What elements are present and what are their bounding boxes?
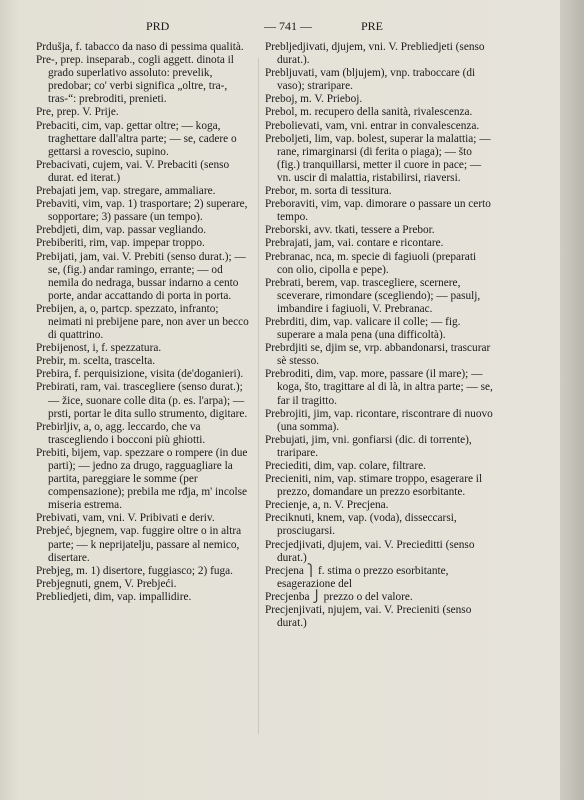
dictionary-entry: Prebrajati, jam, vai. contare e ricontare. xyxy=(265,237,444,250)
dictionary-entry: Prebiberiti, rim, vap. impepar troppo. xyxy=(36,237,205,250)
dictionary-entry: Preborski, avv. tkati, tessere a Prebor. xyxy=(265,224,435,237)
dictionary-entry: Prebjeg, m. 1) disertore, fuggiasco; 2) fuga. xyxy=(36,564,234,577)
dictionary-entry: Prebujati, jim, vni. gonfiarsi (dic. di torrente), traripare. xyxy=(265,433,472,459)
dictionary-entry: Prebir, m. scelta, trascelta. xyxy=(36,355,156,368)
dictionary-entry: Prebacivati, cujem, vai. V. Prebaciti (senso durat. ed iterat.) xyxy=(36,158,230,184)
dictionary-entry: Prebira, f. perquisizione, visita (de'doganieri). xyxy=(36,368,244,381)
dictionary-entry: Prebroditi, dim, vap. more, passare (il mare); — koga, što, tragittare al di là, in altra parte; — se, far il tragitto. xyxy=(265,368,493,407)
dictionary-entry: Precjenba ⎭ prezzo o del valore. xyxy=(265,590,413,603)
dictionary-entry: Preciediti, dim, vap. colare, filtrare. xyxy=(265,460,426,472)
dictionary-entry: Prebrditi, dim, vap. valicare il colle; — fig. superare a mala pena (una difficoltà). xyxy=(265,315,461,342)
dictionary-entry: Preciknuti, knem, vap. (voda), disseccarsi, prosciugarsi. xyxy=(265,512,457,538)
dictionary-entry: Prebajati jem, vap. stregare, ammaliare. xyxy=(36,185,216,198)
dictionary-entry: Prebrdjiti se, djim se, vrp. abbandonarsi, trascurar sè stesso. xyxy=(265,342,491,368)
column-divider xyxy=(258,58,259,734)
dictionary-entry: Precjenjivati, njujem, vai. V. Precieniti (senso durat.) xyxy=(265,604,472,630)
dictionary-entry: Prebivati, vam, vni. V. Pribivati e deriv. xyxy=(36,512,215,525)
dictionary-entry: Pre-, prep. inseparab., cogli aggett. dinota il grado superlativo assoluto: prevelik, predobar; co' verbi significa „oltre, tra-, tras-“: prebroditi, prenieti. xyxy=(36,54,234,106)
dictionary-entry: Preboraviti, vim, vap. dimorare o passare un certo tempo. xyxy=(265,198,491,224)
header-right-guideword: PRE xyxy=(361,19,384,33)
dictionary-entry: Prebiti, bijem, vap. spezzare o rompere (in due parti); — jedno za drugo, ragguagliare la partita, pareggiare le somme (per compensazione); prebila me rđja, m' incolse miseria estrema. xyxy=(36,446,248,512)
dictionary-entry: Prebaviti, vim, vap. 1) trasportare; 2) superare, sopportare; 3) passare (un tempo). xyxy=(36,198,248,224)
dictionary-entry: Prebranac, nca, m. specie di fagiuoli (preparati con olio, cipolla e pepe). xyxy=(265,250,477,276)
dictionary-entry: Prdušja, f. tabacco da naso di pessima qualità. xyxy=(36,41,244,53)
page-edge xyxy=(560,0,584,800)
page-number: — 741 — xyxy=(264,19,312,33)
dictionary-entry: Pre, prep. V. Prije. xyxy=(36,106,119,119)
dictionary-entry: Prebliedjeti, dim, vap. impallidire. xyxy=(36,590,192,603)
dictionary-entry: Prebor, m. sorta di tessitura. xyxy=(265,185,392,198)
dictionary-entry: Precjena ⎫ f. stima o prezzo esorbitante, esagerazione del xyxy=(265,564,449,590)
dictionary-entry: Precienje, a, n. V. Precjena. xyxy=(265,499,389,512)
dictionary-entry: Prebrojiti, jim, vap. ricontare, riscontrare di nuovo (una somma). xyxy=(265,407,493,433)
dictionary-entry: Prebolievati, vam, vni. entrar in convalescenza. xyxy=(265,119,480,132)
page-header xyxy=(38,19,538,37)
dictionary-entry: Preboljeti, lim, vap. bolest, superar la malattia; — rane, rimarginarsi (di ferita o piaga); — što (fig.) tranquillarsi, metter il cuore in pace; — vn. uscir di malattia, ristabilirsi, riaversi. xyxy=(265,132,491,184)
dictionary-entry: Prebijati, jam, vai. V. Prebiti (senso durat.); — se, (fig.) andar ramingo, errante; — od nemila do nedraga, bussar indarno a cento porte, andar accattando di porta in porta. xyxy=(36,250,246,302)
dictionary-entry: Prebirljiv, a, o, agg. leccardo, che va trascegliendo i bocconi più ghiotti. xyxy=(36,420,206,446)
right-column xyxy=(265,41,495,630)
left-column xyxy=(36,41,254,604)
dictionary-entry: Prebjeć, bjegnem, vap. fuggire oltre o in altra parte; — k neprijatelju, passare al nemico, disertare. xyxy=(36,525,242,564)
dictionary-entry: Prebirati, ram, vai. trascegliere (senso durat.); — žice, suonare colle dita (p. es. l'arpa); — prsti, portar le dita sullo strumento, digitare. xyxy=(36,381,248,420)
dictionary-entry: Prebljedjivati, djujem, vni. V. Prebliedjeti (senso durat.). xyxy=(265,41,485,67)
dictionary-entry: Prebjegnuti, gnem, V. Prebjeći. xyxy=(36,577,177,590)
dictionary-entry: Prebljuvati, vam (bljujem), vnp. traboccare (di vaso); straripare. xyxy=(265,67,476,93)
header-left-guideword: PRD xyxy=(146,19,170,33)
dictionary-entry: Prebaciti, cim, vap. gettar oltre; — koga, traghettare dall'altra parte; — se, cadere o gettarsi a rovescio, supino. xyxy=(36,119,237,158)
dictionary-entry: Prebrati, berem, vap. trascegliere, scernere, sceverare, rimondare (scegliendo); — pasulj, imbandire i fagiuoli, V. Prebranac. xyxy=(265,276,481,315)
dictionary-entry: Precjedjivati, djujem, vai. V. Precieditti (senso durat.) xyxy=(265,538,475,564)
dictionary-entry: Prebol, m. recupero della sanità, rivalescenza. xyxy=(265,106,473,119)
dictionary-entry: Precieniti, nim, vap. stimare troppo, esagerare il prezzo, domandare un prezzo esorbitante. xyxy=(265,473,483,499)
dictionary-entry: Preboj, m. V. Prieboj. xyxy=(265,93,363,106)
dictionary-entry: Prebdjeti, dim, vap. passar vegliando. xyxy=(36,224,207,237)
dictionary-entry: Prebijenost, i, f. spezzatura. xyxy=(36,342,162,355)
dictionary-entry: Prebijen, a, o, partcp. spezzato, infranto; neimati ni prebijene pare, non aver un becco di quattrino. xyxy=(36,302,249,342)
